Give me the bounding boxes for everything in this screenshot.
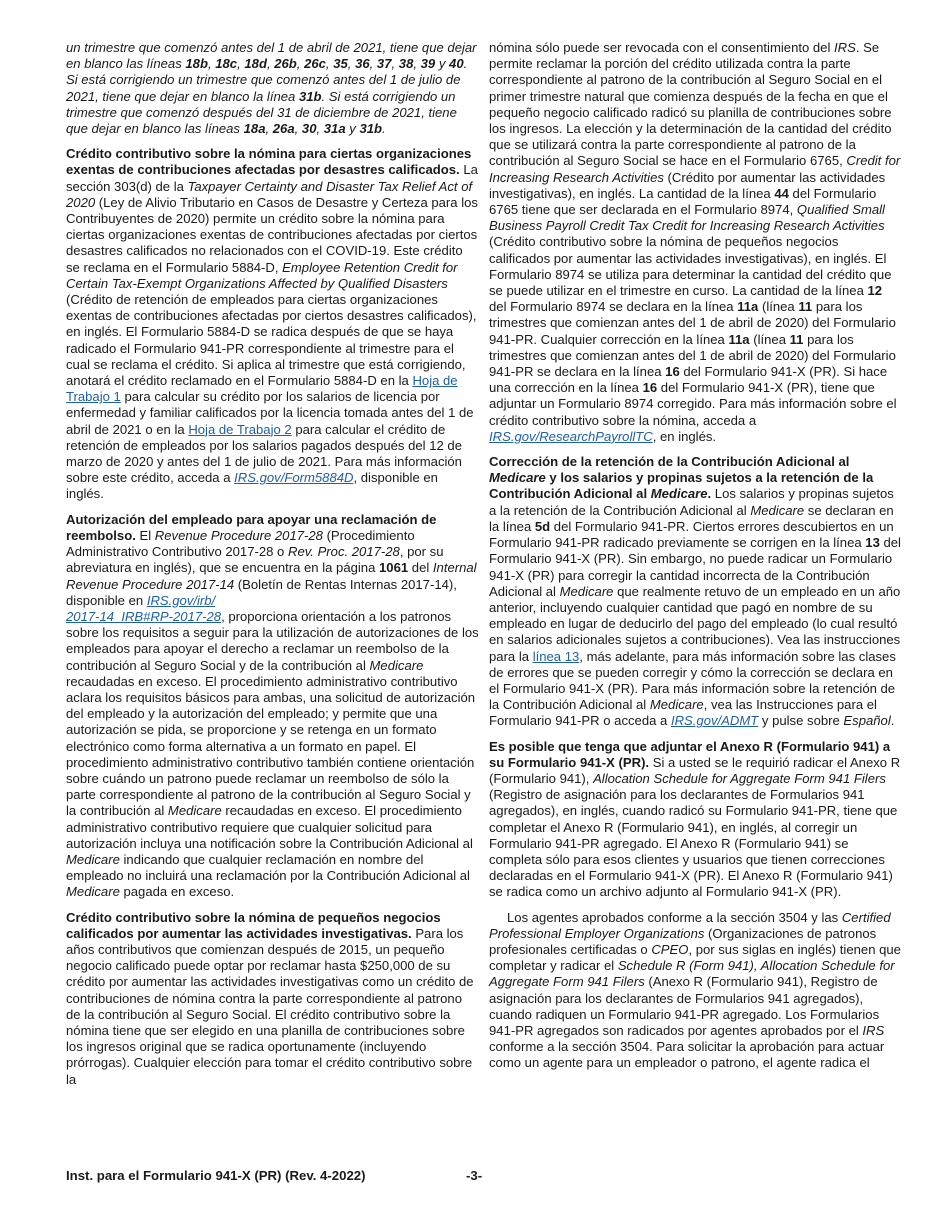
paragraph-schedule-r: Es posible que tenga que adjuntar el Anexo R (Formulario 941) a su Formulario 941-X (PR). Si a usted se le requirió radicar el Anexo R (Formulario 941), Allocation Schedule for Aggregate Form 941 Filers (Registro de asignación para los declarantes de Formularios 941 agregados), en inglés, cuando radicó su Formulario 941-PR, tiene que completar el Anexo R (Formulario 941), en inglés, al corregir un Formulario 941-PR agregado. El Anexo R (Formulario 941) se completa sólo para esos clientes y usuarios que tienen correcciones declaradas en el Formulario 941-X (PR). El Anexo R (Formulario 941) se radica como un archivo adjunto al Formulario 941-X (PR).: [489, 738, 901, 900]
irb-2017-14-link[interactable]: IRS.gov/irb/ 2017-14_IRB#RP-2017-28: [66, 592, 222, 624]
form-label: Inst. para el Formulario 941-X (PR) (Rev. 4-2022): [66, 1168, 366, 1183]
paragraph-additional-medicare: Corrección de la retención de la Contribución Adicional al Medicare y los salarios y propinas sujetos a la retención de la Contribución Adicional al Medicare. Los salarios y propinas sujetos a la retención de la Contribución Adicional al Medicare se declaran en la línea 5d del Formulario 941-PR. Ciertos errores descubiertos en un Formulario 941-PR radicado previamente se corrigen en la línea 13 del Formulario 941-X (PR). Sin embargo, no puede radicar un Formulario 941-X (PR) para corregir la cantidad incorrecta de la Contribución Adicional al Medicare que realmente retuvo de un empleado en un año anterior, incluyendo cualquier cantidad que pagó en nombre de su empleado en lugar de deducirlo del pago del empleado (lo cual resultó en salarios adicionales sujetos a contribuciones). Vea las instrucciones para la línea 13, más adelante, para más información sobre las clases de errores que se pueden corregir y cómo la corrección se declara en el Formulario 941-X (PR). Para más información sobre la retención de la Contribución Adicional al Medicare, vea las Instrucciones para el Formulario 941-PR o acceda a IRS.gov/ADMT y pulse sobre Español.: [489, 454, 901, 729]
paragraph-disaster-credit: Crédito contributivo sobre la nómina para ciertas organizaciones exentas de contribuciones afectadas por desastres calificados. La sección 303(d) de la Taxpayer Certainty and Disaster Tax Relief Act of 2020 (Ley de Alivio Tributario en Casos de Desastre y Certeza para los Contribuyentes de 2020) permite un crédito sobre la nómina para ciertas organizaciones exentas de contribuciones afectadas por ciertos desastres calificados no relacionados con el COVID-19. Este crédito se reclama en el Formulario 5884-D, Employee Retention Credit for Certain Tax-Exempt Organizations Affected by Qualified Disasters (Crédito de retención de empleados para ciertas organizaciones exentas de contribuciones afectadas por ciertos desastres calificados), en inglés. El Formulario 5884-D se radica después de que se haya radicado el Formulario 941-PR correspondiente al trimestre para el cual se reclama el crédito. Si aplica al trimestre que está corrigiendo, anotará el crédito reclamado en el Formulario 5884-D en la Hoja de Trabajo 1 para calcular su crédito por los salarios de licencia por enfermedad y familiar calificados por la licencia tomada antes del 1 de abril de 2021 o en la Hoja de Trabajo 2 para calcular el crédito de retención de empleados por los salarios pagados después del 12 de marzo de 2020 y antes del 1 de julio de 2021. Para más información sobre este crédito, acceda a IRS.gov/Form5884D, disponible en inglés.: [66, 146, 478, 502]
paragraph-research-credit-cont: nómina sólo puede ser revocada con el consentimiento del IRS. Se permite reclamar la porción del crédito utilizada contra la parte correspondiente al patrono de la contribución al Seguro Social en el primer trimestre natural que comienza después de la fecha en que el pequeño negocio calificado radicó su planilla de contribuciones sobre los ingresos. La elección y la determinación de la cantidad del crédito que se utilizará contra la parte correspondiente al patrono de la contribución al Seguro Social se hace en el Formulario 6765, Credit for Increasing Research Activities (Crédito por aumentar las actividades investigativas), en inglés. La cantidad de la línea 44 del Formulario 6765 tiene que ser declarada en el Formulario 8974, Qualified Small Business Payroll Credit Tax Credit for Increasing Research Activities (Crédito contributivo sobre la nómina de pequeños negocios calificados por aumentar las actividades investigativas), en inglés. El Formulario 8974 se utiliza para determinar la cantidad del crédito que se puede utilizar en el trimestre en curso. La cantidad de la línea 12 del Formulario 8974 se declara en la línea 11a (línea 11 para los trimestres que comienzan antes del 1 de abril de 2020) del Formulario 941-PR. Cualquier corrección en la línea 11a (línea 11 para los trimestres que comienzan antes del 1 de abril de 2020) del Formulario 941-PR se declara en la línea 16 del Formulario 941-X (PR). Si hace una corrección en la línea 16 del Formulario 941-X (PR), tiene que adjuntar un Formulario 8974 corregido. Para más información sobre el crédito contributivo sobre la nómina, acceda a IRS.gov/ResearchPayrollTC, en inglés.: [489, 40, 901, 444]
section-heading: Crédito contributivo sobre la nómina para ciertas organizaciones exentas de contribuciones afectadas por desastres calificados.: [66, 146, 472, 178]
paragraph-research-credit: Crédito contributivo sobre la nómina de pequeños negocios calificados por aumentar las actividades investigativas. Para los años contributivos que comienzan después de 2015, un pequeño negocio calificado puede optar por reclamar hasta $250,000 de su crédito por aumentar las actividades investigativas como un crédito de contribuciones de nómina contra la parte correspondiente al patrono de la contribución al Seguro Social. El crédito contributivo sobre la nómina tiene que ser elegido en una planilla de contribuciones sobre los ingresos original que se radica oportunamente (incluyendo prórrogas). Cualquier elección para tomar el crédito contributivo sobre la: [66, 909, 474, 1087]
section-heading: Crédito contributivo sobre la nómina de pequeños negocios calificados por aumentar las actividades investigativas.: [66, 909, 441, 941]
page-number: -3-: [466, 1168, 483, 1183]
admt-link[interactable]: IRS.gov/ADMT: [670, 713, 759, 729]
worksheet-2-link[interactable]: Hoja de Trabajo 2: [188, 421, 292, 437]
line-13-link[interactable]: línea 13: [532, 648, 580, 664]
paragraph-employee-consent: Autorización del empleado para apoyar una reclamación de reembolso. El Revenue Procedure 2017-28 (Procedimiento Administrativo Contributivo 2017-28 o Rev. Proc. 2017-28, por su abreviatura en inglés), que se encuentra en la página 1061 del Internal Revenue Procedure 2017-14 (Boletín de Rentas Internas 2017-14), disponible en IRS.gov/irb/ 2017-14_IRB#RP-2017-28, proporciona orientación a los patronos sobre los requisitos a seguir para la utilización de autorizaciones de los empleados para apoyar el derecho a reclamar un reembolso de la contribución al Seguro Social y de la contribución al Medicare recaudadas en exceso. El procedimiento administrativo contributivo aclara los requisitos básicos para ambas, una solicitud de autorización del empleado y la autorización del empleado; y permite que una autorización se pida, se proporcione y se retenga en un formato electrónico como forma alternativa a un formato en papel. El procedimiento administrativo contributivo también contiene orientación sobre cuándo un patrono puede reclamar un reembolso de sólo la parte correspondiente al patrono de la contribución al Seguro Social y la contribución al Medicare recaudadas en exceso. El procedimiento administrativo contributivo requiere que cualquier solicitud para autorización incluya una notificación sobre la Contribución Adicional al Medicare indicando que cualquier reclamación en nombre del empleado no incluirá una reclamación por la Contribución Adicional al Medicare pagada en exceso.: [66, 511, 479, 900]
paragraph-blank-lines: un trimestre que comenzó antes del 1 de abril de 2021, tiene que dejar en blanco las líneas 18b, 18c, 18d, 26b, 26c, 35, 36, 37, 38, 39 y 40. Si está corrigiendo un trimestre que comenzó antes del 1 de julio de 2021, tiene que dejar en blanco la línea 31b. Si está corrigiendo un trimestre que comenzó después del 31 de diciembre de 2021, tiene que dejar en blanco las líneas 18a, 26a, 30, 31a y 31b.: [66, 40, 477, 137]
section-heading: Autorización del empleado para apoyar una reclamación de reembolso.: [66, 511, 437, 543]
left-column: [66, 40, 479, 1097]
right-column: [489, 40, 902, 1081]
form5884d-link[interactable]: IRS.gov/Form5884D: [234, 470, 354, 486]
research-payroll-tc-link[interactable]: IRS.gov/ResearchPayrollTC: [489, 428, 653, 444]
section-heading: Corrección de la retención de la Contribución Adicional al Medicare y los salarios y propinas sujetos a la retención de la Contribución Adicional al Medicare.: [489, 454, 874, 502]
page-footer: [66, 1168, 900, 1186]
paragraph-agents-cpeo: Los agentes aprobados conforme a la sección 3504 y las Certified Professional Employer Organizations (Organizaciones de patronos profesionales certificadas o CPEO, por sus siglas en inglés) tienen que completar y radicar el Schedule R (Form 941), Allocation Schedule for Aggregate Form 941 Filers (Anexo R (Formulario 941), Registro de asignación para los declarantes de Formularios 941 agregados), cuando radiquen un Formulario 941-PR agregado. Los Formularios 941-PR agregados son radicados por agentes aprobados por el IRS conforme a la sección 3504. Para solicitar la aprobación para actuar como un agente para un empleador o patrono, el agente radica el: [489, 909, 901, 1071]
worksheet-1-link[interactable]: Hoja de Trabajo 1: [66, 373, 458, 405]
section-heading: Es posible que tenga que adjuntar el Anexo R (Formulario 941) a su Formulario 941-X (PR).: [489, 738, 891, 770]
